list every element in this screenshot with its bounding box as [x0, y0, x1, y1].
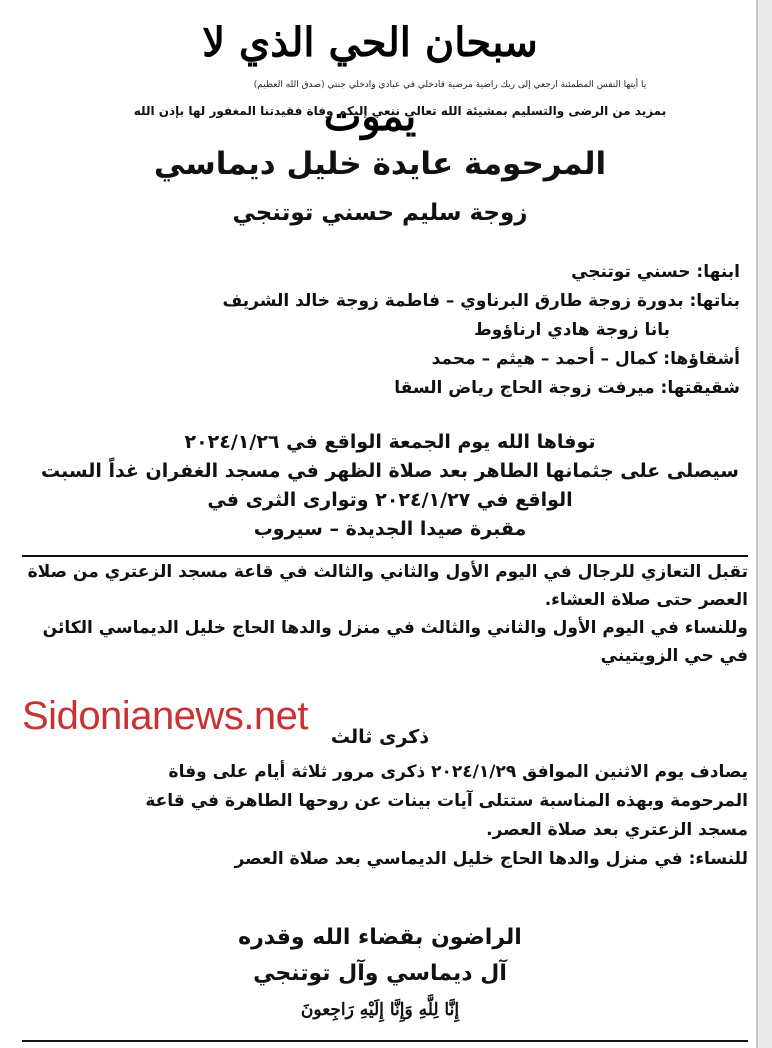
quran-closing: إِنَّا لِلَّهِ وَإِنَّا إِلَيْهِ رَاجِعونَ [300, 1000, 460, 1020]
anniversary-title: ذكرى ثالث [330, 726, 430, 748]
relatives-son: ابنها: حسني توتنجي [571, 262, 740, 282]
relatives-brothers: أشقاؤها: كمال – أحمد – هيثم – محمد [431, 349, 740, 369]
anniversary-line: للنساء: في منزل والدها الحاج خليل الديماسي بعد صلاة العصر [234, 849, 748, 869]
intro-line: بمزيد من الرضى والتسليم بمشيئة الله تعالى ننعي إليكم وفاة فقيدتنا المغفور لها بإذن الله [133, 104, 667, 118]
condolence-line: في حي الزويتيني [600, 646, 748, 666]
condolence-line: العصر حتى صلاة العشاء. [544, 590, 748, 610]
page-edge [758, 0, 772, 1048]
page-edge-line [756, 0, 758, 1048]
deceased-name: المرحومة عايدة خليل ديماسي [153, 146, 607, 182]
relatives-sister: شقيقتها: ميرفت زوجة الحاج رياض السقا [394, 378, 740, 398]
relatives-list [40, 258, 740, 403]
deceased-spouse: زوجة سليم حسني توتنجي [232, 200, 528, 226]
death-notice [40, 428, 740, 544]
death-notice-line: سيصلى على جثمانها الطاهر بعد صلاة الظهر في مسجد الغفران غداً السبت [41, 460, 739, 482]
watermark: Sidonianews.net [22, 694, 309, 738]
relatives-daughters: بناتها: بدورة زوجة طارق البرناوي – فاطمة زوجة خالد الشريف [222, 291, 740, 311]
quran-verse: يا أيتها النفس المطمئنة ارجعي إلى ربك راضية مرضية فادخلي في عبادي وادخلي جنتي (صدق الله العظيم) [253, 80, 647, 90]
closing-line: الراضون بقضاء الله وقدره [238, 925, 522, 950]
death-notice-line: مقبرة صيدا الجديدة – سيروب [253, 518, 527, 540]
bottom-divider [22, 1040, 748, 1042]
condolence-section [22, 558, 748, 670]
condolence-line: تقبل التعازي للرجال في اليوم الأول والثاني والثالث في قاعة مسجد الزعتري من صلاة [27, 562, 748, 582]
anniversary-line: المرحومة وبهذه المناسبة ستتلى آيات بينات عن روحها الطاهرة في قاعة [145, 791, 748, 811]
condolence-line: وللنساء في اليوم الأول والثاني والثالث في منزل والدها الحاج خليل الديماسي الكائن [42, 618, 748, 638]
anniversary-section [22, 758, 748, 874]
calligraphy-heading: سبحان الحي الذي لا يموت [202, 19, 538, 140]
closing-section [160, 920, 600, 1028]
anniversary-line: مسجد الزعتري بعد صلاة العصر. [486, 820, 748, 840]
section-divider [22, 555, 748, 557]
death-notice-line: توفاها الله يوم الجمعة الواقع في ٢٠٢٤/١/٢٦ [184, 431, 596, 453]
family-names: آل ديماسي وآل توتنجي [253, 961, 507, 986]
anniversary-line: يصادف يوم الاثنين الموافق ٢٠٢٤/١/٢٩ ذكرى مرور ثلاثة أيام على وفاة [168, 762, 748, 782]
relatives-daughters-cont: بانا زوجة هادي ارناؤوط [474, 320, 670, 340]
death-notice-line: الواقع في ٢٠٢٤/١/٢٧ وتوارى الثرى في [207, 489, 573, 511]
